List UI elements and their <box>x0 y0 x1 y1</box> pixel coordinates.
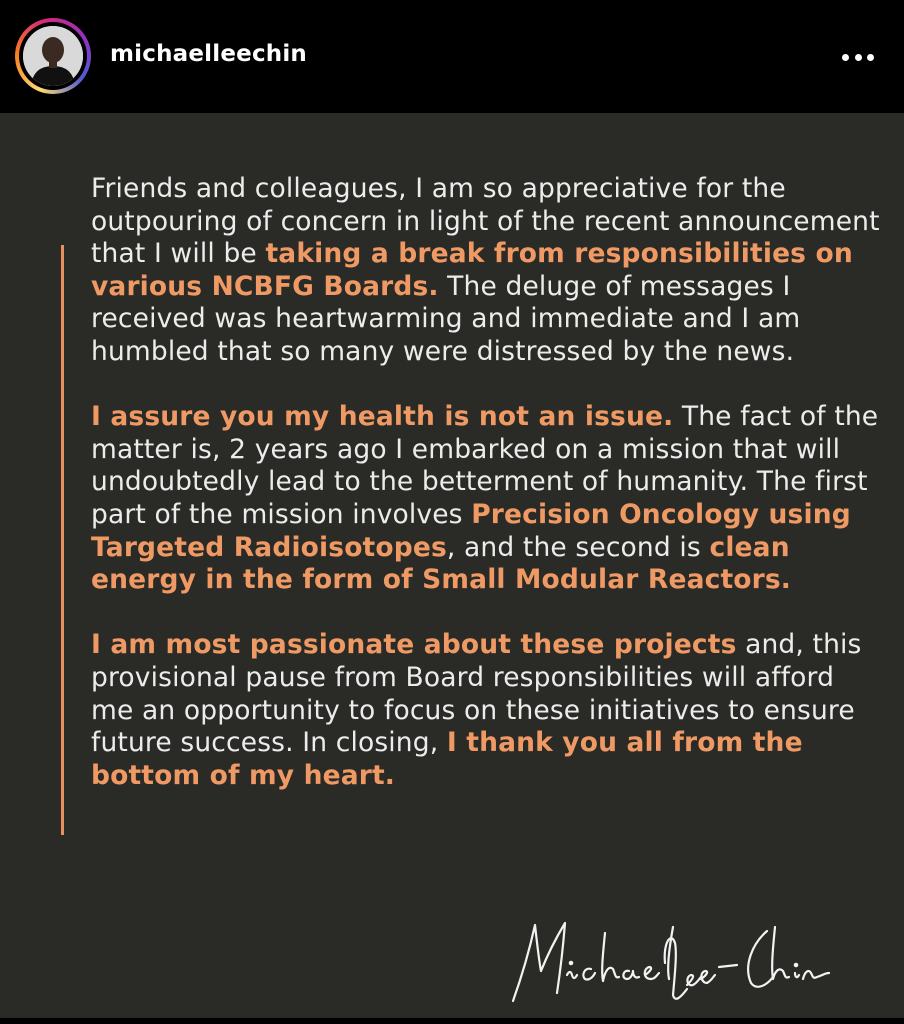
highlight-text: I thank you all from the bottom of my heart. <box>91 727 803 791</box>
body-text: Friends and colleagues, I am so appreciative for the outpouring of concern in light of the recent announcement that I will be <box>91 173 880 270</box>
body-text: The deluge of messages I received was heartwarming and immediate and I am humbled that so many were distressed by the news. <box>91 270 801 367</box>
dot <box>867 54 874 61</box>
body-text: and, this provisional pause from Board responsibilities will afford me an opportunity to focus on these initiatives to ensure future success. In closing, <box>91 629 862 759</box>
person-icon <box>23 26 83 86</box>
post-text <box>91 173 881 825</box>
highlight-text: Precision Oncology using Targeted Radioisotopes <box>91 498 851 563</box>
highlight-text: I am most passionate about these projects <box>91 629 737 661</box>
story-ring[interactable] <box>15 18 91 94</box>
bottom-strip <box>0 1018 904 1024</box>
body-text: The fact of the matter is, 2 years ago I embarked on a mission that will undoubtedly lead to the betterment of humanity. The first part of the mission involves <box>91 401 879 530</box>
dot <box>855 54 862 61</box>
post-paragraph <box>91 173 881 369</box>
post-header <box>0 0 904 113</box>
highlight-text: taking a break from responsibilities on various NCBFG Boards. <box>91 238 853 302</box>
avatar[interactable] <box>23 26 83 86</box>
avatar-gap <box>19 22 87 90</box>
more-options-icon[interactable] <box>838 45 878 69</box>
dot <box>842 54 849 61</box>
post-image[interactable] <box>0 113 904 1018</box>
body-text: , and the second is <box>446 531 710 563</box>
highlight-text: I assure you my health is not an issue. <box>91 401 674 433</box>
highlight-text: clean energy in the form of Small Modular Reactors. <box>91 531 792 596</box>
signature <box>505 913 845 1008</box>
post-paragraph <box>91 401 881 597</box>
accent-bar <box>61 245 64 835</box>
username[interactable]: michaelleechin <box>110 41 308 67</box>
post-paragraph <box>91 629 881 792</box>
